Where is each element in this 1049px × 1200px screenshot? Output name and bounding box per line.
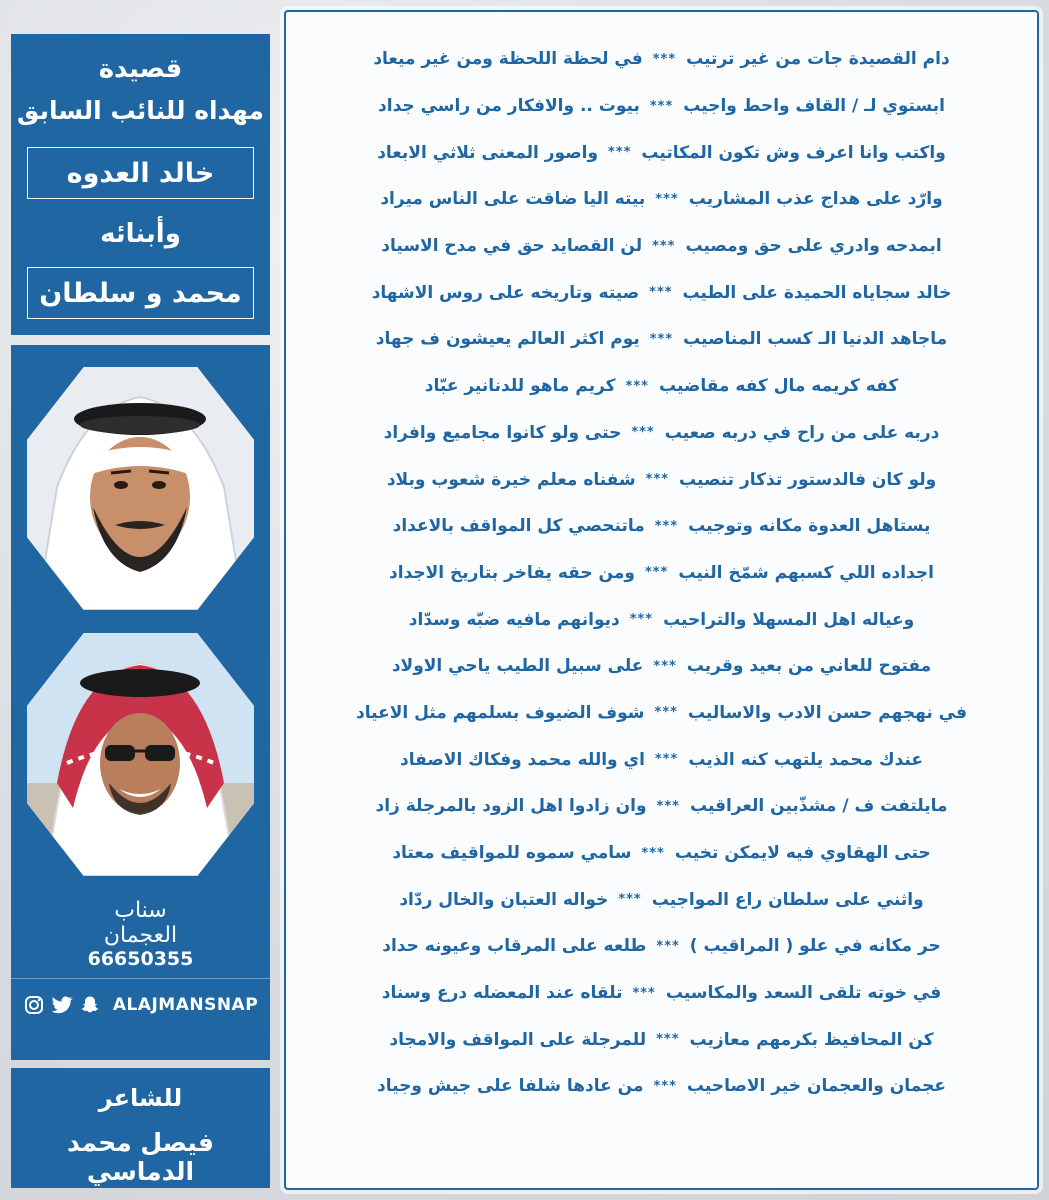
verse-first-hemistich: خالد سجاياه الحميدة على الطيب xyxy=(682,282,952,303)
verse-second-hemistich: ماتنحصي كل المواقف بالاعداد xyxy=(392,516,645,537)
snap-owner-portrait-image xyxy=(27,633,254,876)
verse-separator: *** xyxy=(654,752,679,768)
poem-verse xyxy=(292,876,1031,923)
honoree-name: خالد العدوه xyxy=(66,157,215,189)
verse-second-hemistich: شفناه معلم خيرة شعوب وبلاد xyxy=(386,469,636,490)
verse-first-hemistich: وارّد على هداج عذب المشاريب xyxy=(688,189,943,210)
verse-separator: *** xyxy=(608,145,632,161)
verse-first-hemistich: كفه كريمه مال كفه مقاضيب xyxy=(658,376,899,397)
verse-second-hemistich: وان زادوا اهل الزود بالمرجلة زاد xyxy=(375,796,647,817)
verse-first-hemistich: في نهجهم حسن الادب والاساليب xyxy=(687,702,967,723)
poem-verse xyxy=(292,596,1031,643)
poet-name: فيصل محمد الدماسي xyxy=(67,1128,214,1186)
sons-name-box xyxy=(27,267,254,319)
verse-second-hemistich: للمرجلة على المواقف والامجاد xyxy=(389,1029,647,1050)
verse-first-hemistich: واثني على سلطان راع المواجيب xyxy=(651,889,924,910)
verse-first-hemistich: ابمدحه وادري على حق ومصيب xyxy=(685,236,942,257)
verse-second-hemistich: بيته اليا ضاقت على الناس ميراد xyxy=(380,189,646,210)
poem-verse xyxy=(292,129,1031,176)
verse-first-hemistich: دربه على من راح في دربه صعيب xyxy=(664,422,940,443)
poem-verse xyxy=(292,176,1031,223)
verse-first-hemistich: وعياله اهل المسهلا والتراحيب xyxy=(663,609,915,630)
verse-first-hemistich: دام القصيدة جات من غير ترتيب xyxy=(686,49,950,70)
verse-separator: *** xyxy=(618,892,642,908)
poem-verse xyxy=(292,503,1031,550)
verse-separator: *** xyxy=(656,938,680,954)
twitter-icon[interactable] xyxy=(51,994,73,1016)
verse-second-hemistich: يوم اكثر العالم يعيشون ف جهاد xyxy=(375,329,640,350)
verse-second-hemistich: سامي سموه للمواقيف معتاد xyxy=(392,843,632,864)
verse-second-hemistich: ديوانهم مافيه ضبّه وسدّاد xyxy=(408,609,620,630)
verse-separator: *** xyxy=(641,845,665,861)
verse-separator: *** xyxy=(652,51,677,67)
dedication-panel xyxy=(11,34,270,335)
snap-account-name: العجمان xyxy=(103,923,178,948)
verse-first-hemistich: حتى الهقاوي فيه لايمكن تخيب xyxy=(674,843,931,864)
poem-verse xyxy=(292,1016,1031,1063)
verse-separator: *** xyxy=(629,612,654,628)
verse-separator: *** xyxy=(654,518,679,534)
verse-separator: *** xyxy=(645,472,670,488)
verse-separator: *** xyxy=(644,565,669,581)
poem-verse xyxy=(292,456,1031,503)
poem-verse xyxy=(292,643,1031,690)
verse-second-hemistich: طلعه على المرقاب وعيونه حداد xyxy=(382,936,647,957)
verse-first-hemistich: ولو كان فالدستور تذكار تنصيب xyxy=(679,469,937,490)
verse-first-hemistich: اجداده اللي كسبهم شمّخ النيب xyxy=(678,562,934,583)
verse-separator: *** xyxy=(632,985,656,1001)
verse-second-hemistich: تلقاه عند المعضله درع وسناد xyxy=(381,983,623,1004)
poem-verse xyxy=(292,923,1031,970)
verse-first-hemistich: كن المحافيظ بكرمهم معازيب xyxy=(689,1029,934,1050)
poem-verse xyxy=(292,1063,1031,1110)
snapchat-icon[interactable] xyxy=(79,994,101,1016)
verse-first-hemistich: واكتب وانا اعرف وش تكون المكاتيب xyxy=(641,142,946,163)
instagram-icon[interactable] xyxy=(23,994,45,1016)
verse-separator: *** xyxy=(653,1078,677,1094)
poet-credit-panel xyxy=(11,1068,270,1188)
verse-first-hemistich: عندك محمد يلتهب كنه الذيب xyxy=(688,749,923,770)
poem-verse xyxy=(292,550,1031,597)
verse-separator: *** xyxy=(655,191,679,207)
sons-names: محمد و سلطان xyxy=(39,277,242,309)
verse-separator: *** xyxy=(649,98,674,114)
verse-first-hemistich: مايلتفت ف / مشذّبين العراقيب xyxy=(689,796,948,817)
poem-verse xyxy=(292,316,1031,363)
verse-second-hemistich: في لحظة اللحظة ومن غير ميعاد xyxy=(373,49,643,70)
verse-first-hemistich: في خوته تلقى السعد والمكاسيب xyxy=(665,983,942,1004)
honoree-portrait-image xyxy=(27,367,254,610)
verse-second-hemistich: شوف الضيوف بسلمهم مثل الاعياد xyxy=(356,702,645,723)
verse-separator: *** xyxy=(656,1032,680,1048)
verse-second-hemistich: ومن حقه يفاخر بتاريخ الاجداد xyxy=(389,562,635,583)
verse-separator: *** xyxy=(654,705,678,721)
snap-owner-portrait xyxy=(27,633,254,876)
honoree-name-box xyxy=(27,147,254,199)
photos-panel xyxy=(11,345,270,1060)
verse-second-hemistich: من عادها شلفا على جيش وجياد xyxy=(377,1076,644,1097)
sons-label: وأبنائه xyxy=(100,219,181,249)
verse-first-hemistich: ابستوي لـ / القاف واحط واجيب xyxy=(683,96,945,117)
dedication-text: مهداه للنائب السابق xyxy=(17,96,264,125)
poem-card xyxy=(284,10,1039,1190)
poem-verse xyxy=(292,783,1031,830)
verse-separator: *** xyxy=(625,378,649,394)
verse-separator: *** xyxy=(649,331,674,347)
verse-first-hemistich: يستاهل العدوة مكانه وتوجيب xyxy=(688,516,931,537)
poem-verse xyxy=(292,223,1031,270)
verse-second-hemistich: كريم ماهو للدنانير عبّاد xyxy=(424,376,616,397)
verse-first-hemistich: مفتوح للعاني من بعيد وقريب xyxy=(686,656,932,677)
poem-verses xyxy=(292,36,1031,1110)
honoree-portrait xyxy=(27,367,254,610)
verse-separator: *** xyxy=(656,798,680,814)
sidebar xyxy=(0,0,274,1200)
snap-label: سناب xyxy=(114,898,167,923)
poem-verse xyxy=(292,363,1031,410)
poem-verse xyxy=(292,83,1031,130)
poem-verse xyxy=(292,970,1031,1017)
verse-second-hemistich: لن القصايد حق في مدح الاسياد xyxy=(381,236,643,257)
verse-separator: *** xyxy=(652,238,676,254)
social-bar xyxy=(11,978,270,1030)
verse-second-hemistich: على سبيل الطيب ياحي الاولاد xyxy=(391,656,644,677)
poem-verse xyxy=(292,269,1031,316)
poem-verse xyxy=(292,690,1031,737)
social-handle[interactable]: ALAJMANSNAP xyxy=(112,994,259,1015)
snap-phone-number: 66650355 xyxy=(87,948,194,970)
poem-label: قصيدة xyxy=(98,54,183,84)
verse-first-hemistich: حر مكانه في علو ( المراقيب ) xyxy=(689,936,941,957)
verse-separator: *** xyxy=(649,285,673,301)
verse-second-hemistich: خواله العتبان والخال ردّاد xyxy=(399,889,609,910)
poem-verse xyxy=(292,830,1031,877)
poem-verse xyxy=(292,736,1031,783)
verse-second-hemistich: حتى ولو كانوا مجاميع وافراد xyxy=(383,422,622,443)
verse-separator: *** xyxy=(631,425,655,441)
verse-second-hemistich: اي والله محمد وفكاك الاصفاد xyxy=(400,749,645,770)
verse-first-hemistich: ماجاهد الدنيا الـ كسب المناصيب xyxy=(683,329,948,350)
verse-first-hemistich: عجمان والعجمان خير الاصاحيب xyxy=(686,1076,946,1097)
poem-verse xyxy=(292,36,1031,83)
verse-second-hemistich: صيته وتاريخه على روس الاشهاد xyxy=(371,282,640,303)
poem-verse xyxy=(292,410,1031,457)
poet-label: للشاعر xyxy=(98,1084,183,1112)
verse-separator: *** xyxy=(653,658,677,674)
verse-second-hemistich: واصور المعنى ثلاثي الابعاد xyxy=(377,142,599,163)
verse-second-hemistich: بيوت .. والافكار من راسي جداد xyxy=(378,96,640,117)
